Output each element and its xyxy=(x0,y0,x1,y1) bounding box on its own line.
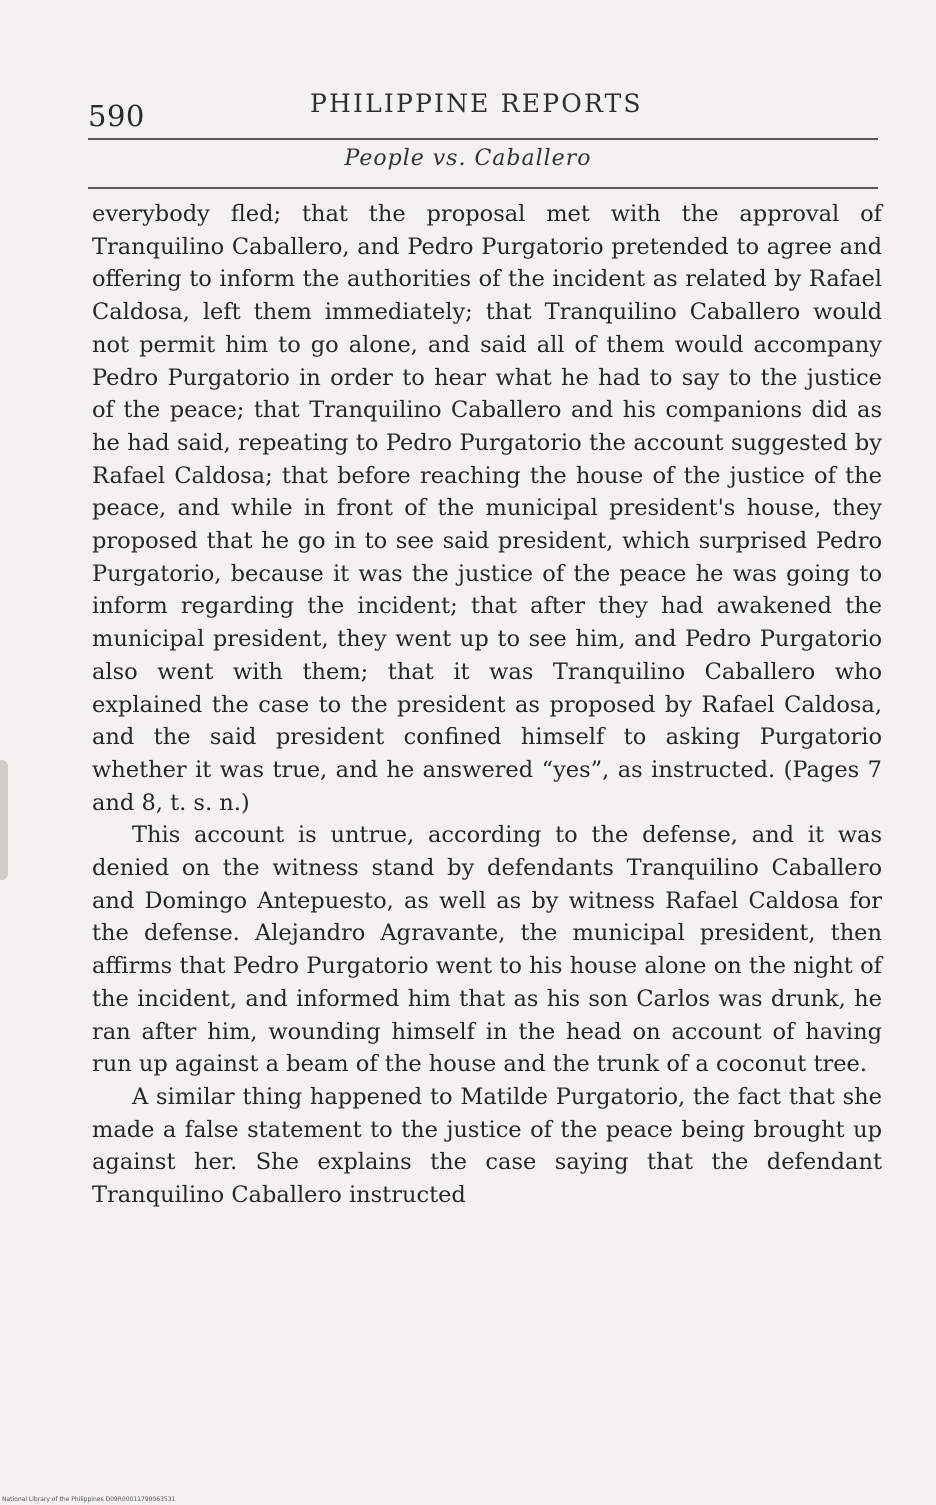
paragraph-matilde-purgatorio: A similar thing happened to Matilde Purgatorio, the fact that she made a false statement to the justice of the peace being brought up against her. She explains the case saying that the defendant Tranquilino Caballero instructed xyxy=(92,1083,882,1209)
paragraph-continued: everybody fled; that the proposal met with the approval of Tranquilino Caballero, and Pedro Purgatorio pretended to agree and offering to inform the authorities of the incident as related by Rafael Caldosa, left them immediately; that Tranquilino Caballero would not permit him to go alone, and said all of them would accompany Pedro Purgatorio in order to hear what he had to say to the justice of the peace; that Tranquilino Caballero and his companions did as he had said, repeating to Pedro Purgatorio the account suggested by Rafael Caldosa; that before reaching the house of the justice of the peace, and while in front of the municipal president's house, they proposed that he go in to see said president, which surprised Pedro Purgatorio, because it was the justice of the peace he was going to inform regarding the incident; that after they had awakened the municipal president, they went up to see him, and Pedro Purgatorio also went with them; that it was Tranquilino Caballero who explained the case to the president as proposed by Rafael Caldosa, and the said president confined himself to asking Purgatorio whether it was true, and he answered “yes”, as instructed. (Pages 7 and 8, t. s. n.) xyxy=(92,201,882,816)
running-head: PHILIPPINE REPORTS xyxy=(310,89,643,118)
page-number: 590 xyxy=(88,99,145,133)
header-rule-bottom xyxy=(88,187,878,189)
header-rule-top xyxy=(88,138,878,140)
binding-shadow xyxy=(0,760,8,880)
case-title: People vs. Caballero xyxy=(344,146,592,171)
paragraph-defense-account: This account is untrue, according to the defense, and it was denied on the witness stand by defendants Tranquilino Caballero and Domingo Antepuesto, as well as by witness Rafael Caldosa for the defense. Alejandro Agravante, the municipal president, then affirms that Pedro Purgatorio went to his house alone on the night of the incident, and informed him that as his son Carlos was drunk, he ran after him, wounding himself in the head on account of having run up against a beam of the house and the trunk of a coconut tree. xyxy=(92,822,882,1078)
body-text xyxy=(92,198,882,1212)
library-footer-mark: National Library of the Philippines D09R00011790063531 xyxy=(2,1496,176,1503)
